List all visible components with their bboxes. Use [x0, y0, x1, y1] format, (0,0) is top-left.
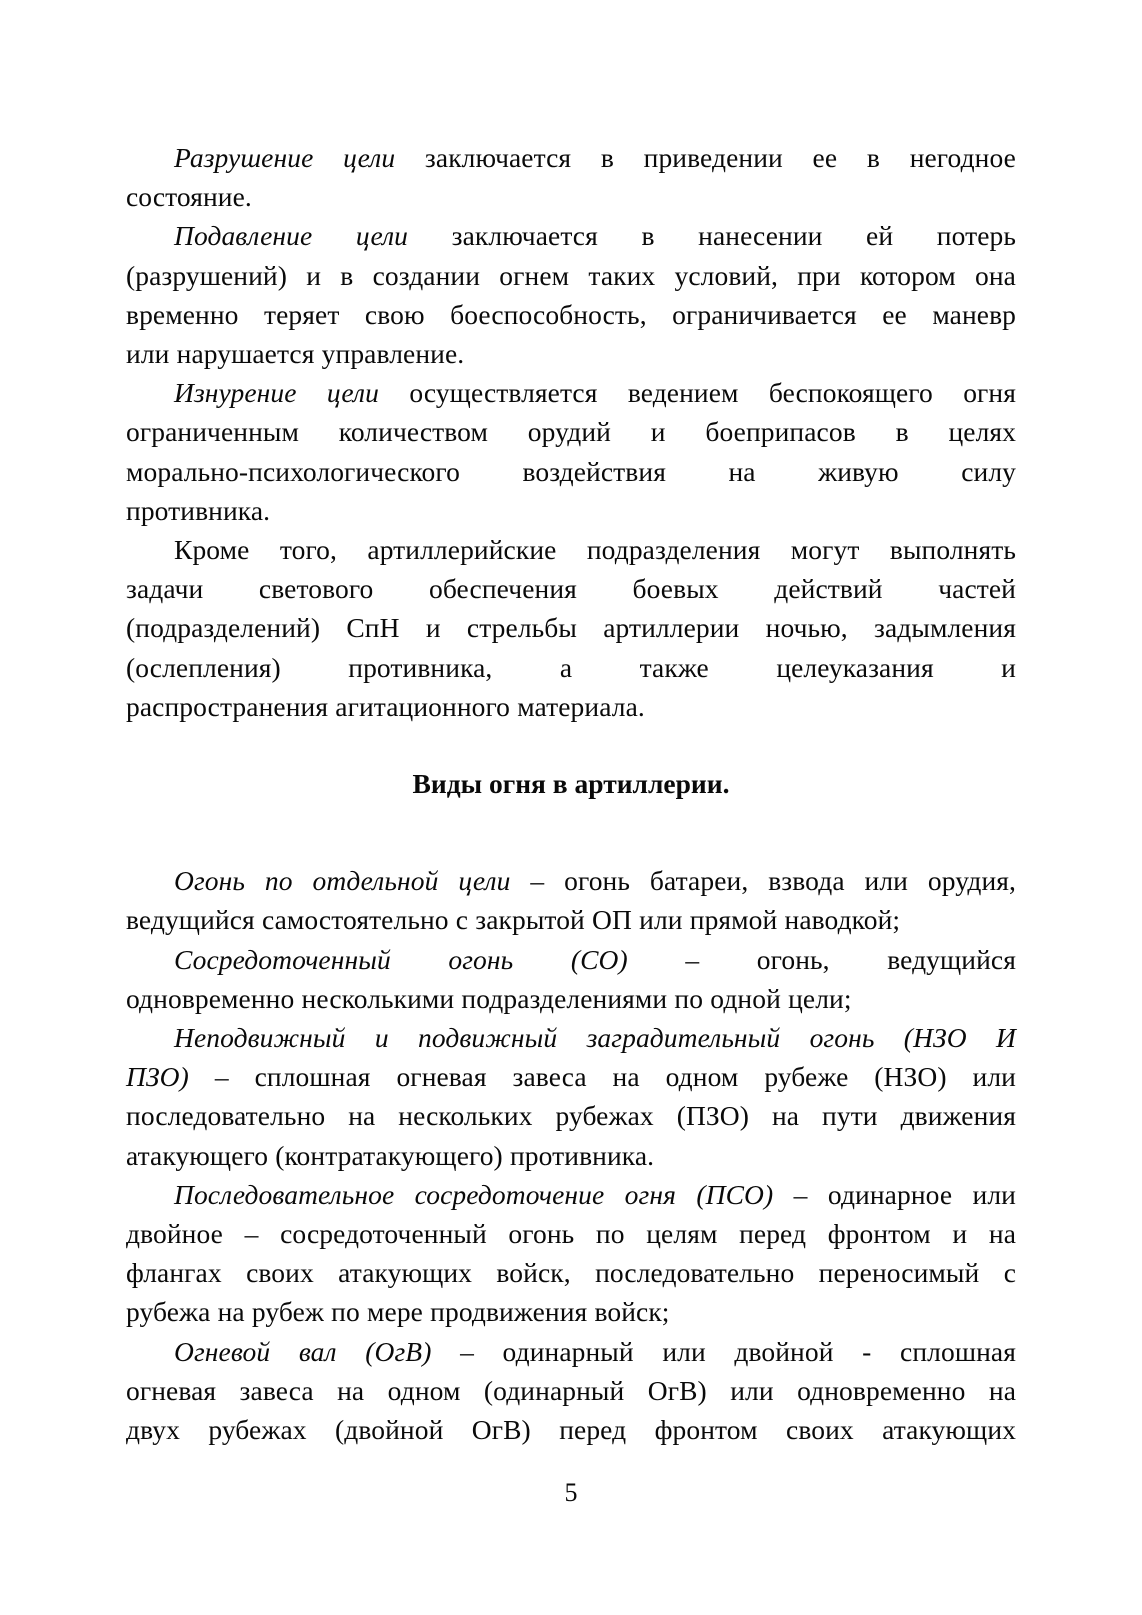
- paragraph-sosredotochennyy-ogon: [126, 940, 1016, 1018]
- paragraph-line: (разрушений) и в создании огнем таких условий, при котором она: [126, 259, 1016, 291]
- paragraph-line: временно теряет свою боеспособность, ограничивается ее маневр: [126, 298, 1016, 330]
- paragraph-line: [126, 1332, 1016, 1371]
- paragraph-line: (ослепления) противника, а также целеуказания и: [126, 651, 1016, 683]
- paragraph-line: одновременно несколькими подразделениями по одной цели;: [126, 982, 852, 1014]
- paragraph-line: состояние.: [126, 181, 252, 213]
- paragraph-line: распространения агитационного материала.: [126, 690, 645, 722]
- paragraph-line: ведущийся самостоятельно с закрытой ОП или прямой наводкой;: [126, 904, 901, 936]
- paragraph-line: рубежа на рубеж по мере продвижения войск;: [126, 1296, 670, 1328]
- page-number-footer: 5: [564, 1478, 578, 1507]
- paragraph-line: [126, 1175, 1016, 1214]
- paragraph-line: двойное – сосредоточенный огонь по целям перед фронтом и на: [126, 1218, 1016, 1250]
- paragraph-line: [126, 940, 1016, 979]
- paragraph-line: (подразделений) СпН и стрельбы артиллерии ночью, задымления: [126, 612, 1016, 644]
- paragraph-line: противника.: [126, 494, 271, 526]
- paragraph-line-text: осуществляется ведением беспокоящего огня: [409, 377, 1016, 409]
- term-nzo-pzo-line1: Неподвижный и подвижный заградительный огонь (НЗО И: [174, 1022, 1016, 1054]
- term-ognevoy-val: Огневой вал (ОгВ): [174, 1335, 432, 1367]
- paragraph-line-text: – огонь, ведущийся: [685, 943, 1016, 975]
- paragraph-line: атакующего (контратакующего) противника.: [126, 1139, 655, 1171]
- paragraph-nzo-pzo: [126, 1018, 1016, 1175]
- term-razrushenie-tseli: Разрушение цели: [174, 142, 396, 173]
- paragraph-line-text: – огонь батареи, взвода или орудия,: [530, 865, 1016, 897]
- page-text-block: [126, 138, 1016, 1449]
- paragraph-line: двух рубежах (двойной ОгВ) перед фронтом своих атакующих: [126, 1414, 1016, 1446]
- paragraph-line: Кроме того, артиллерийские подразделения могут выполнять: [174, 534, 1016, 566]
- term-pso: Последовательное сосредоточение огня (ПСО): [174, 1178, 774, 1210]
- paragraph-razrushenie: [126, 138, 1016, 216]
- term-podavlenie-tseli: Подавление цели: [174, 220, 409, 252]
- term-nzo-pzo-line2: ПЗО): [126, 1061, 189, 1093]
- paragraph-line: [126, 1057, 1016, 1096]
- paragraph-line: ограниченным количеством орудий и боеприпасов в целях: [126, 416, 1016, 448]
- term-ogon-po-otdelnoy-tseli: Огонь по отдельной цели: [174, 865, 511, 897]
- paragraph-podavlenie: [126, 216, 1016, 373]
- paragraph-line: [126, 861, 1016, 900]
- paragraph-line-text: – одинарный или двойной - сплошная: [460, 1335, 1016, 1367]
- paragraph-iznurenie: [126, 373, 1016, 530]
- paragraph-pso: [126, 1175, 1016, 1332]
- heading-spacer-below: [126, 803, 1016, 861]
- paragraph-krome-togo: [126, 530, 1016, 726]
- paragraph-line-text: заключается в приведении ее в негодное: [424, 142, 1016, 173]
- paragraph-line: [126, 138, 1016, 177]
- paragraph-line-text: – сплошная огневая завеса на одном рубеже (НЗО) или: [214, 1061, 1016, 1093]
- paragraph-ogon-po-otdelnoy-tseli: [126, 861, 1016, 939]
- paragraph-line-text: заключается в нанесении ей потерь: [451, 220, 1016, 252]
- paragraph-line: [126, 373, 1016, 412]
- term-sosredotochennyy-ogon: Сосредоточенный огонь (СО): [174, 943, 628, 975]
- paragraph-line: огневая завеса на одном (одинарный ОгВ) или одновременно на: [126, 1374, 1016, 1406]
- paragraph-line: или нарушается управление.: [126, 338, 465, 370]
- paragraph-ognevoy-val: [126, 1332, 1016, 1450]
- heading-spacer-above: [126, 726, 1016, 764]
- paragraph-line-text: – одинарное или: [793, 1178, 1016, 1210]
- paragraph-line: флангах своих атакующих войск, последовательно переносимый с: [126, 1257, 1016, 1289]
- paragraph-line: последовательно на нескольких рубежах (ПЗО) на пути движения: [126, 1100, 1016, 1132]
- term-iznurenie-tseli: Изнурение цели: [174, 377, 379, 409]
- paragraph-line: морально-психологического воздействия на живую силу: [126, 455, 1016, 487]
- paragraph-line: задачи светового обеспечения боевых действий частей: [126, 573, 1016, 605]
- section-heading-vidy-ognya: Виды огня в артиллерии.: [412, 768, 730, 800]
- paragraph-line: [126, 216, 1016, 255]
